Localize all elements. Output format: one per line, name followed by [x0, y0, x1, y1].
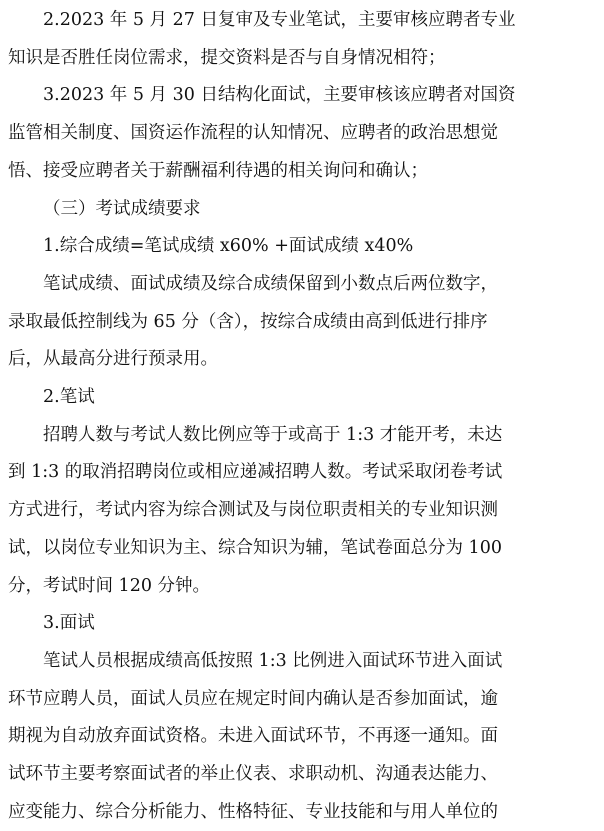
text-line: 到 1:3 的取消招聘岗位或相应递减招聘人数。考试采取闭卷考试	[8, 462, 503, 483]
subheading-interview	[8, 605, 596, 643]
text-line: 分，考试时间 120 分钟。	[8, 575, 211, 596]
text-line: 环节应聘人员，面试人员应在规定时间内确认是否参加面试，逾	[8, 688, 498, 709]
paragraph-review-written-test	[8, 2, 596, 77]
heading-text: （三）考试成绩要求	[43, 198, 201, 219]
paragraph-interview-details	[8, 643, 596, 831]
text-line: 笔试成绩、面试成绩及综合成绩保留到小数点后两位数字，	[43, 273, 498, 294]
text-line: 后，从最高分进行预录用。	[8, 349, 218, 370]
text-line: 知识是否胜任岗位需求，提交资料是否与自身情况相符；	[8, 47, 446, 68]
heading-text: 3.面试	[43, 613, 95, 634]
text-line: 应变能力、综合分析能力、性格特征、专业技能和与用人单位的	[8, 801, 498, 822]
text-line: 试环节主要考察面试者的举止仪表、求职动机、沟通表达能力、	[8, 764, 498, 785]
text-line: 2.2023 年 5 月 27 日复审及专业笔试，主要审核应聘者专业	[43, 10, 516, 30]
subheading-written-test	[8, 379, 596, 417]
text-line: 试，以岗位专业知识为主、综合知识为辅，笔试卷面总分为 100	[8, 537, 502, 558]
text-line: 方式进行，考试内容为综合测试及与岗位职责相关的专业知识测	[8, 500, 498, 521]
text-line: 监管相关制度、国资运作流程的认知情况、应聘者的政治思想觉	[8, 123, 498, 144]
section-heading-score-requirements	[8, 191, 596, 229]
text-line: 录取最低控制线为 65 分（含），按综合成绩由高到低进行排序	[8, 311, 488, 332]
text-line: 1.综合成绩=笔试成绩 x60% +面试成绩 x40%	[43, 236, 414, 257]
text-line: 招聘人数与考试人数比例应等于或高于 1:3 才能开考，未达	[43, 424, 503, 445]
text-line: 期视为自动放弃面试资格。未进入面试环节，不再逐一通知。面	[8, 726, 498, 747]
paragraph-structured-interview	[8, 77, 596, 190]
text-line: 悟、接受应聘者关于薪酬福利待遇的相关询问和确认；	[8, 160, 428, 181]
paragraph-score-rules	[8, 266, 596, 379]
text-line: 3.2023 年 5 月 30 日结构化面试，主要审核该应聘者对国资	[43, 85, 516, 106]
paragraph-written-test-details	[8, 417, 596, 606]
text-line: 笔试人员根据成绩高低按照 1:3 比例进入面试环节进入面试	[43, 650, 503, 671]
paragraph-composite-score-formula	[8, 228, 596, 266]
heading-text: 2.笔试	[43, 387, 95, 408]
